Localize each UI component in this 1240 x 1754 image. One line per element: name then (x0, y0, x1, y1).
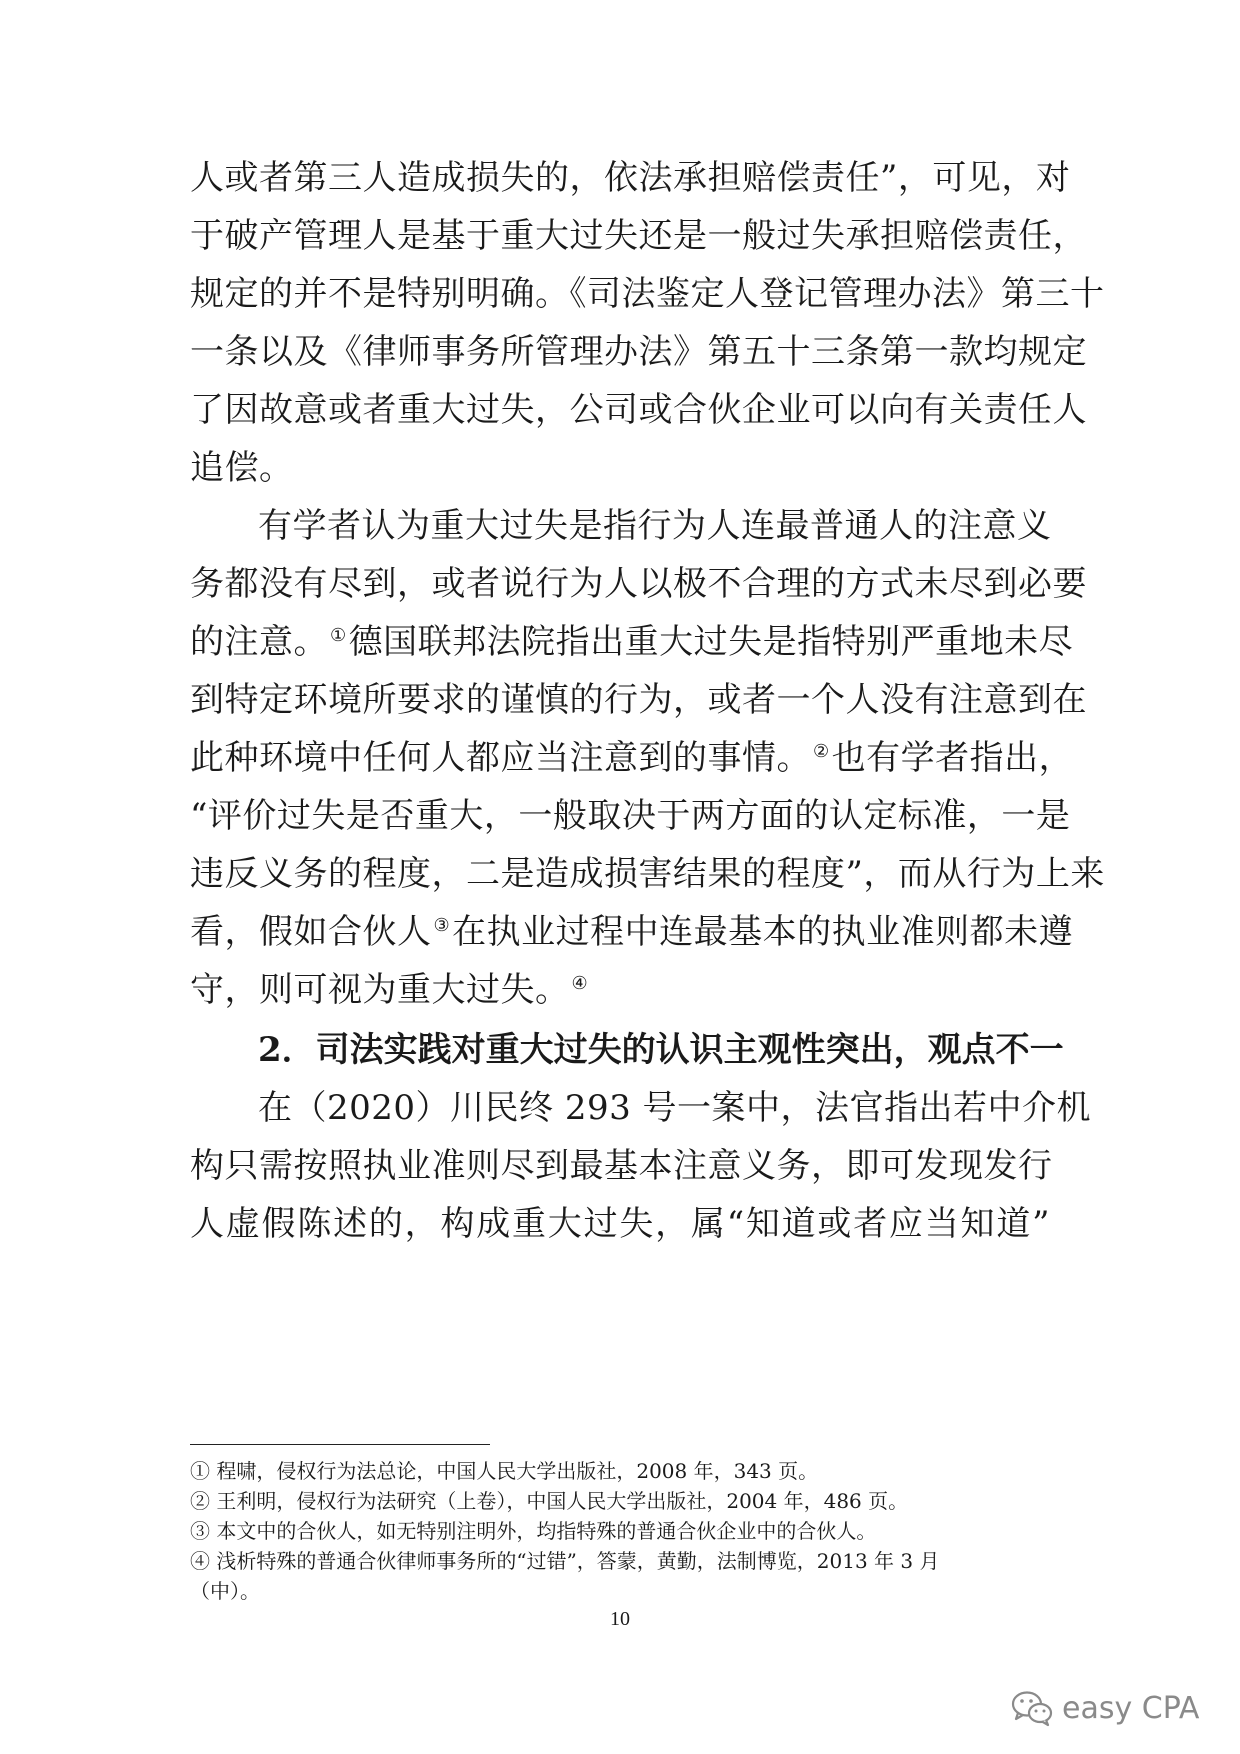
body-line: 人虚假陈述的，构成重大过失，属“知道或者应当知道” (190, 1204, 1050, 1244)
footnote-2: ② 王利明，侵权行为法研究（上卷），中国人民大学出版社，2004 年，486 页。 (190, 1489, 909, 1513)
footnote-ref-4[interactable]: ④ (571, 972, 589, 994)
wechat-icon (1010, 1689, 1054, 1727)
footnote-1: ① 程啸，侵权行为法总论，中国人民大学出版社，2008 年，343 页。 (190, 1459, 819, 1483)
body-line: 到特定环境所要求的谨慎的行为，或者一个人没有注意到在 (190, 680, 1087, 720)
body-line: 违反义务的程度，二是造成损害结果的程度”，而从行为上来 (190, 854, 1105, 894)
footnote-4-continued: （中）。 (190, 1579, 260, 1603)
body-text: 看，假如合伙人 (190, 912, 432, 952)
body-line: 追偿。 (190, 448, 294, 488)
watermark-text: easy CPA (1062, 1690, 1200, 1726)
footnote-ref-1[interactable]: ① (330, 624, 347, 646)
body-text: 守，则可视为重大过失。 (190, 970, 570, 1010)
body-line: “评价过失是否重大，一般取决于两方面的认定标准，一是 (190, 796, 1071, 836)
body-line (190, 962, 1050, 1018)
body-line: 规定的并不是特别明确。《司法鉴定人登记管理办法》第三十 (190, 274, 1105, 314)
body-line: 一条以及《律师事务所管理办法》第五十三条第一款均规定 (190, 332, 1087, 372)
body-line: 了因故意或者重大过失，公司或合伙企业可以向有关责任人 (190, 390, 1087, 430)
footnote-ref-2[interactable]: ② (813, 740, 830, 762)
body-line: 人或者第三人造成损失的，依法承担赔偿责任”，可见，对 (190, 158, 1071, 198)
body-line (190, 904, 1074, 960)
body-line (190, 614, 1074, 670)
page-number: 10 (610, 1608, 630, 1630)
section-heading: 2．司法实践对重大过失的认识主观性突出，观点不一 (258, 1030, 1064, 1070)
body-line (190, 730, 1074, 786)
body-text: 此种环境中任何人都应当注意到的事情。 (190, 738, 811, 778)
footnote-3: ③ 本文中的合伙人，如无特别注明外，均指特殊的普通合伙企业中的合伙人。 (190, 1519, 877, 1543)
footnote-4: ④ 浅析特殊的普通合伙律师事务所的“过错”，答蒙，黄勤，法制博览，2013 年 3 月 (190, 1549, 940, 1573)
body-text: 也有学者指出， (831, 738, 1074, 778)
body-line: 构只需按照执业准则尽到最基本注意义务，即可发现发行 (190, 1146, 1053, 1186)
body-line: 在（2020）川民终 293 号一案中，法官指出若中介机 (258, 1088, 1092, 1128)
footnote-ref-3[interactable]: ③ (433, 914, 451, 936)
body-line: 务都没有尽到，或者说行为人以极不合理的方式未尽到必要 (190, 564, 1087, 604)
body-line: 于破产管理人是基于重大过失还是一般过失承担赔偿责任， (190, 216, 1087, 256)
body-text: 德国联邦法院指出重大过失是指特别严重地未尽 (348, 622, 1074, 662)
body-text: 在执业过程中连最基本的执业准则都未遵 (452, 912, 1074, 952)
body-line: 有学者认为重大过失是指行为人连最普通人的注意义 (258, 506, 1052, 546)
watermark (1010, 1688, 1199, 1728)
footnote-separator (190, 1444, 490, 1445)
body-text: 的注意。 (190, 622, 328, 662)
